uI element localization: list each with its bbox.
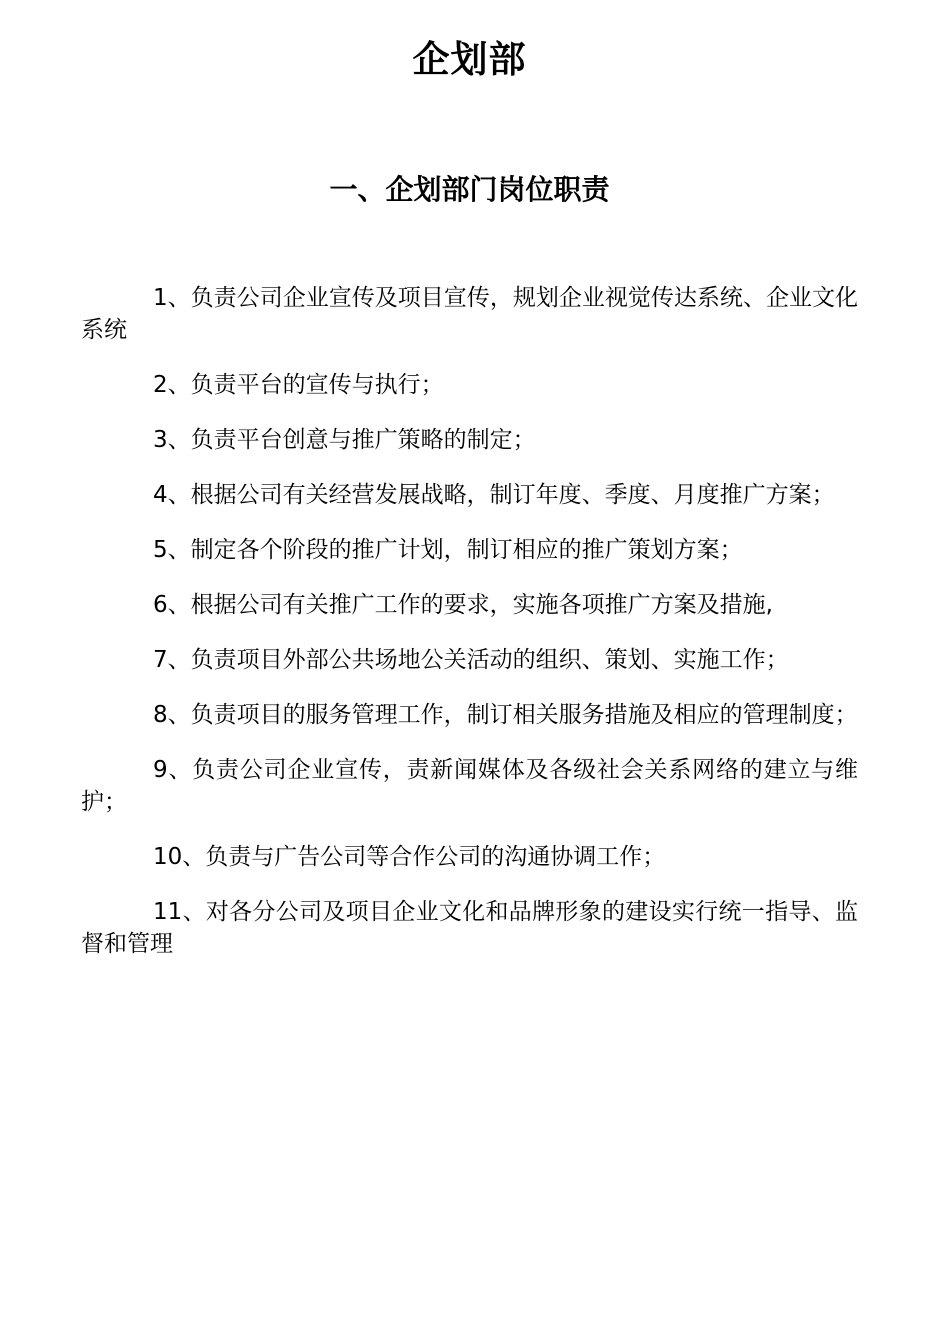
duty-item: 3、负责平台创意与推广策略的制定； xyxy=(153,427,536,453)
duty-item: 2、负责平台的宣传与执行； xyxy=(153,372,444,398)
duty-item: 4、根据公司有关经营发展战略，制订年度、季度、月度推广方案； xyxy=(153,482,835,508)
document-title: 企划部 xyxy=(412,38,527,81)
duty-item: 5、制定各个阶段的推广计划，制订相应的推广策划方案； xyxy=(153,537,743,563)
duty-item: 6、根据公司有关推广工作的要求，实施各项推广方案及措施, xyxy=(153,592,773,618)
duty-item: 8、负责项目的服务管理工作，制订相关服务措施及相应的管理制度； xyxy=(153,702,858,728)
duty-list xyxy=(81,282,858,960)
duty-item: 9、负责公司企业宣传，责新闻媒体及各级社会关系网络的建立与维护； xyxy=(81,757,858,815)
section-heading: 一、企划部门岗位职责 xyxy=(329,173,610,206)
duty-item: 7、负责项目外部公共场地公关活动的组织、策划、实施工作； xyxy=(153,647,789,673)
duty-item: 1、负责公司企业宣传及项目宣传，规划企业视觉传达系统、企业文化系统 xyxy=(81,285,858,343)
duty-item: 10、负责与广告公司等合作公司的沟通协调工作； xyxy=(153,844,666,870)
duty-item: 11、对各分公司及项目企业文化和品牌形象的建设实行统一指导、监督和管理 xyxy=(81,899,858,957)
